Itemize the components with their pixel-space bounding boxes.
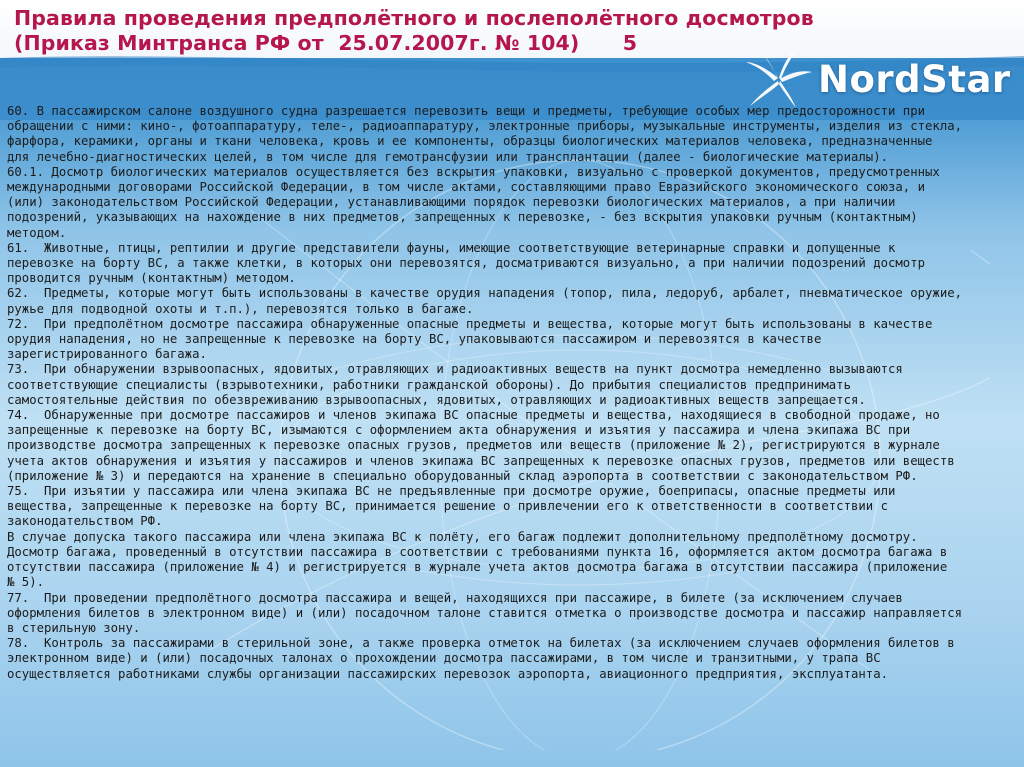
body-text-line: 60.1. Досмотр биологических материалов осуществляется без вскрытия упаковки, визуально с проверкой документов, предусмотренных <box>7 164 940 179</box>
title-line-1: Правила проведения предполётного и послеполётного досмотров <box>14 6 814 30</box>
body-text-line: зарегистрированного багажа. <box>7 347 207 362</box>
body-text-line: проводится ручным (контактным) методом. <box>7 271 296 286</box>
body-text-line: учета актов обнаружения и изъятия у пассажиров и членов экипажа ВС запрещенных к перевозке опасных грузов, предметов или веществ <box>7 453 955 468</box>
body-text-line: перевозке на борту ВС, а также клетки, в которых они перевозятся, досматриваются визуально, а при наличии подозрений досмотр <box>7 256 926 271</box>
body-text-line: (или) законодательством Российской Федерации, устанавливающими порядок перевозки биологических материалов, а при наличии <box>7 195 896 210</box>
body-text-line: 72. При предполётном досмотре пассажира обнаруженные опасные предметы и вещества, которые могут быть использованы в качестве <box>7 316 933 331</box>
body-text-line: фарфора, керамики, органы и ткани человека, кровь и ее компоненты, образцы биологических материалов человека, предназначенные <box>7 134 933 149</box>
body-text-line: 73. При обнаружении взрывоопасных, ядовитых, отравляющих и радиоактивных веществ на пункт досмотра немедленно вызываются <box>7 362 903 377</box>
body-text-line: 75. При изъятии у пассажира или члена экипажа ВС не предъявленные при досмотре оружие, боеприпасы, опасные предметы или <box>7 484 896 499</box>
body-text-line: вещества, запрещенные к перевозке на борту ВС, принимается решение о привлечении его к ответственности в соответствии с <box>7 499 888 514</box>
body-text-line: самостоятельные действия по обезвреживанию взрывоопасных, ядовитых, отравляющих и радиоактивных веществ запрещается. <box>7 392 866 407</box>
star-bird-logo-icon <box>744 48 814 110</box>
body-text-line: соответствующие специалисты (взрывотехники, работники гражданской обороны). До прибытия специалистов предпринимать <box>7 377 851 392</box>
title-line-2: (Приказ Минтранса РФ от 25.07.2007г. № 104) 5 <box>14 31 638 55</box>
body-text-line: ружье для подводной охоты и т.п.), перевозятся только в багаже. <box>7 301 474 316</box>
body-text-line: Досмотр багажа, проведенный в отсутствии пассажира в соответствии с требованиями пункта 16, оформляется актом досмотра багажа в <box>7 544 948 559</box>
body-text-line: 77. При проведении предполётного досмотра пассажира и вещей, находящихся при пассажире, в билете (за исключением случаев <box>7 590 903 605</box>
body-text-line: законодательством РФ. <box>7 514 163 529</box>
document-body <box>7 104 1017 726</box>
page-title <box>14 6 814 56</box>
body-text-line: методом. <box>7 225 67 240</box>
body-text-line: осуществляется работниками службы организации пассажирских перевозок аэропорта, авиационного предприятия, эксплуатанта. <box>7 666 888 681</box>
body-text-line: для лечебно-диагностических целей, в том числе для гемотрансфузии или трансплантации (далее - биологические материалы). <box>7 149 888 164</box>
body-text-line: 61. Животные, птицы, рептилии и другие представители фауны, имеющие соответствующие ветеринарные справки и допущенные к <box>7 240 896 255</box>
body-text-line: подозрений, указывающих на нахождение в них предметов, запрещенных к перевозке, - без вскрытия упаковки ручным (контактным) <box>7 210 918 225</box>
body-text-line: (приложение № 3) и передаются на хранение в специально оборудованный склад аэропорта в соответствии с законодательством РФ. <box>7 468 918 483</box>
logo-text: NordStar <box>818 57 1011 101</box>
body-text-line: международными договорами Российской Федерации, в том числе актами, составляющими право Евразийского экономического союза, и <box>7 180 926 195</box>
body-text-line: 62. Предметы, которые могут быть использованы в качестве орудия нападения (топор, пила, ледоруб, арбалет, пневматическое оружие, <box>7 286 963 301</box>
body-text-line: в стерильную зону. <box>7 620 141 635</box>
body-text-line: электронном виде) и (или) посадочных талонах о прохождении досмотра пассажирами, в том числе и транзитными, у трапа ВС <box>7 651 881 666</box>
body-text-line: запрещенные к перевозке на борту ВС, изымаются с оформлением акта обнаружения и изъятия у пассажира и члена экипажа ВС при <box>7 423 911 438</box>
body-text-line: В случае допуска такого пассажира или члена экипажа ВС к полёту, его багаж подлежит дополнительному предполётному досмотру. <box>7 529 918 544</box>
body-text-line: 74. Обнаруженные при досмотре пассажиров и членов экипажа ВС опасные предметы и вещества, находящиеся в свободной продаже, но <box>7 408 940 423</box>
body-text-line: 60. В пассажирском салоне воздушного судна разрешается перевозить вещи и предметы, требующие особых мер предосторожности при <box>7 104 926 118</box>
body-text-line: орудия нападения, но не запрещенные к перевозке на борту ВС, упаковываются пассажиром и перевозятся в качестве <box>7 332 822 347</box>
body-text-line: обращении с ними: кино-, фотоаппаратуру, теле-, радиоаппаратуру, электронные приборы, музыкальные инструменты, изделия из стекла, <box>7 119 963 134</box>
body-text-line: оформления билетов в электронном виде) и (или) посадочном талоне ставится отметка о производстве досмотра и пассажир направляется <box>7 605 963 620</box>
body-text-line: производстве досмотра запрещенных к перевозке опасных грузов, предметов или веществ (приложение № 2), регистрируются в журнале <box>7 438 940 453</box>
body-text-line: 78. Контроль за пассажирами в стерильной зоне, а также проверка отметок на билетах (за исключением случаев оформления билетов в <box>7 636 955 651</box>
body-text-line: отсутствии пассажира (приложение № 4) и регистрируется в журнале учета актов досмотра багажа в отсутствии пассажира (приложение <box>7 560 948 575</box>
nordstar-logo <box>744 45 1014 113</box>
body-text-line: № 5). <box>7 575 45 590</box>
